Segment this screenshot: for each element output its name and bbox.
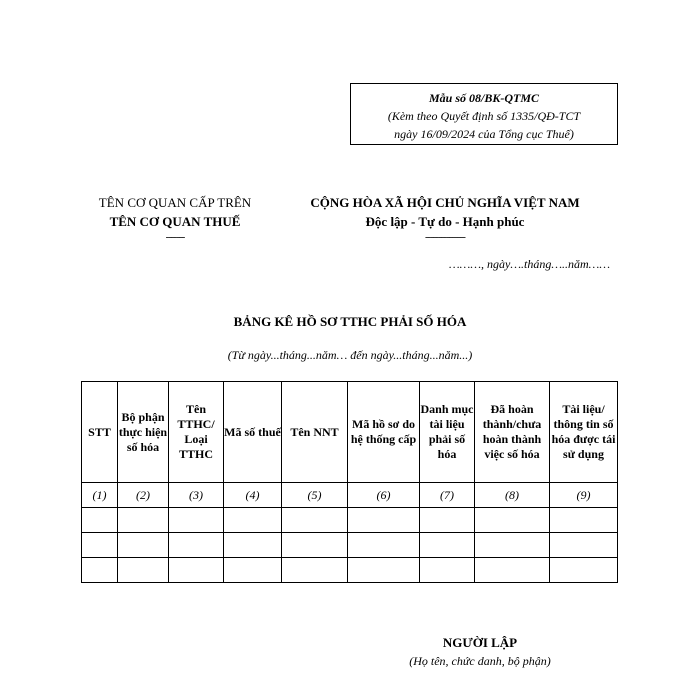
col-number: (3) (169, 483, 224, 508)
national-divider: --------------- (425, 231, 465, 243)
col-tax-code: Mã số thuế (224, 382, 282, 483)
table-cell (82, 508, 118, 533)
table-row (82, 558, 618, 583)
table-cell (282, 558, 348, 583)
col-number: (7) (420, 483, 475, 508)
document-period: (Từ ngày...tháng...năm… đến ngày...tháng...năm...) (227, 348, 473, 362)
table-cell (550, 533, 618, 558)
signer-title: NGƯỜI LẬP (442, 635, 518, 650)
national-motto: Độc lập - Tự do - Hạnh phúc (365, 214, 525, 229)
table-cell (550, 558, 618, 583)
records-table (81, 381, 618, 583)
table-cell (550, 508, 618, 533)
col-unit: Bộ phận thực hiện số hóa (118, 382, 169, 483)
col-record-code: Mã hồ sơ do hệ thống cấp (348, 382, 420, 483)
header-row (82, 382, 618, 483)
signer-note: (Họ tên, chức danh, bộ phận) (409, 654, 551, 668)
table-cell (282, 533, 348, 558)
col-number: (1) (82, 483, 118, 508)
table-cell (348, 558, 420, 583)
column-number-row (82, 483, 618, 508)
table-row (82, 508, 618, 533)
col-number: (4) (224, 483, 282, 508)
col-number: (5) (282, 483, 348, 508)
col-stt: STT (82, 382, 118, 483)
col-procedure: Tên TTHC/ Loại TTHC (169, 382, 224, 483)
table-cell (169, 508, 224, 533)
table-cell (420, 533, 475, 558)
form-reference-line1: (Kèm theo Quyết định số 1335/QĐ-TCT (387, 109, 581, 123)
table-cell (169, 558, 224, 583)
tax-agency: TÊN CƠ QUAN THUẾ (109, 214, 241, 229)
form-code: Mẫu số 08/BK-QTMC (428, 91, 540, 105)
table-cell (118, 533, 169, 558)
parent-agency: TÊN CƠ QUAN CẤP TRÊN (98, 195, 252, 210)
signer-block (350, 633, 610, 671)
table-cell (348, 533, 420, 558)
national-title: CỘNG HÒA XÃ HỘI CHỦ NGHĨA VIỆT NAM (310, 195, 580, 210)
table-cell (82, 533, 118, 558)
col-number: (8) (475, 483, 550, 508)
date-line: ………, ngày….tháng…..năm…… (448, 257, 610, 271)
document-title: BẢNG KÊ HỒ SƠ TTHC PHẢI SỐ HÓA (233, 314, 467, 329)
table-row (82, 533, 618, 558)
col-status: Đã hoàn thành/chưa hoàn thành việc số hóa (475, 382, 550, 483)
table-cell (475, 533, 550, 558)
col-number: (9) (550, 483, 618, 508)
col-document-list: Danh mục tài liệu phải số hóa (420, 382, 475, 483)
table-cell (282, 508, 348, 533)
table-cell (475, 558, 550, 583)
form-reference-line2: ngày 16/09/2024 của Tổng cục Thuế) (394, 127, 574, 141)
table-cell (224, 508, 282, 533)
agency-divider: ------- (165, 231, 185, 243)
agency-header (80, 193, 270, 243)
table-cell (118, 558, 169, 583)
table-cell (169, 533, 224, 558)
col-taxpayer: Tên NNT (282, 382, 348, 483)
table-cell (420, 508, 475, 533)
table-cell (475, 508, 550, 533)
form-code-box (350, 83, 618, 145)
table-cell (82, 558, 118, 583)
table-cell (224, 558, 282, 583)
national-header (285, 193, 605, 243)
col-number: (2) (118, 483, 169, 508)
table-cell (118, 508, 169, 533)
table-cell (348, 508, 420, 533)
table-cell (224, 533, 282, 558)
table-cell (420, 558, 475, 583)
col-reusable: Tài liệu/ thông tin số hóa được tái sử dụng (550, 382, 618, 483)
col-number: (6) (348, 483, 420, 508)
